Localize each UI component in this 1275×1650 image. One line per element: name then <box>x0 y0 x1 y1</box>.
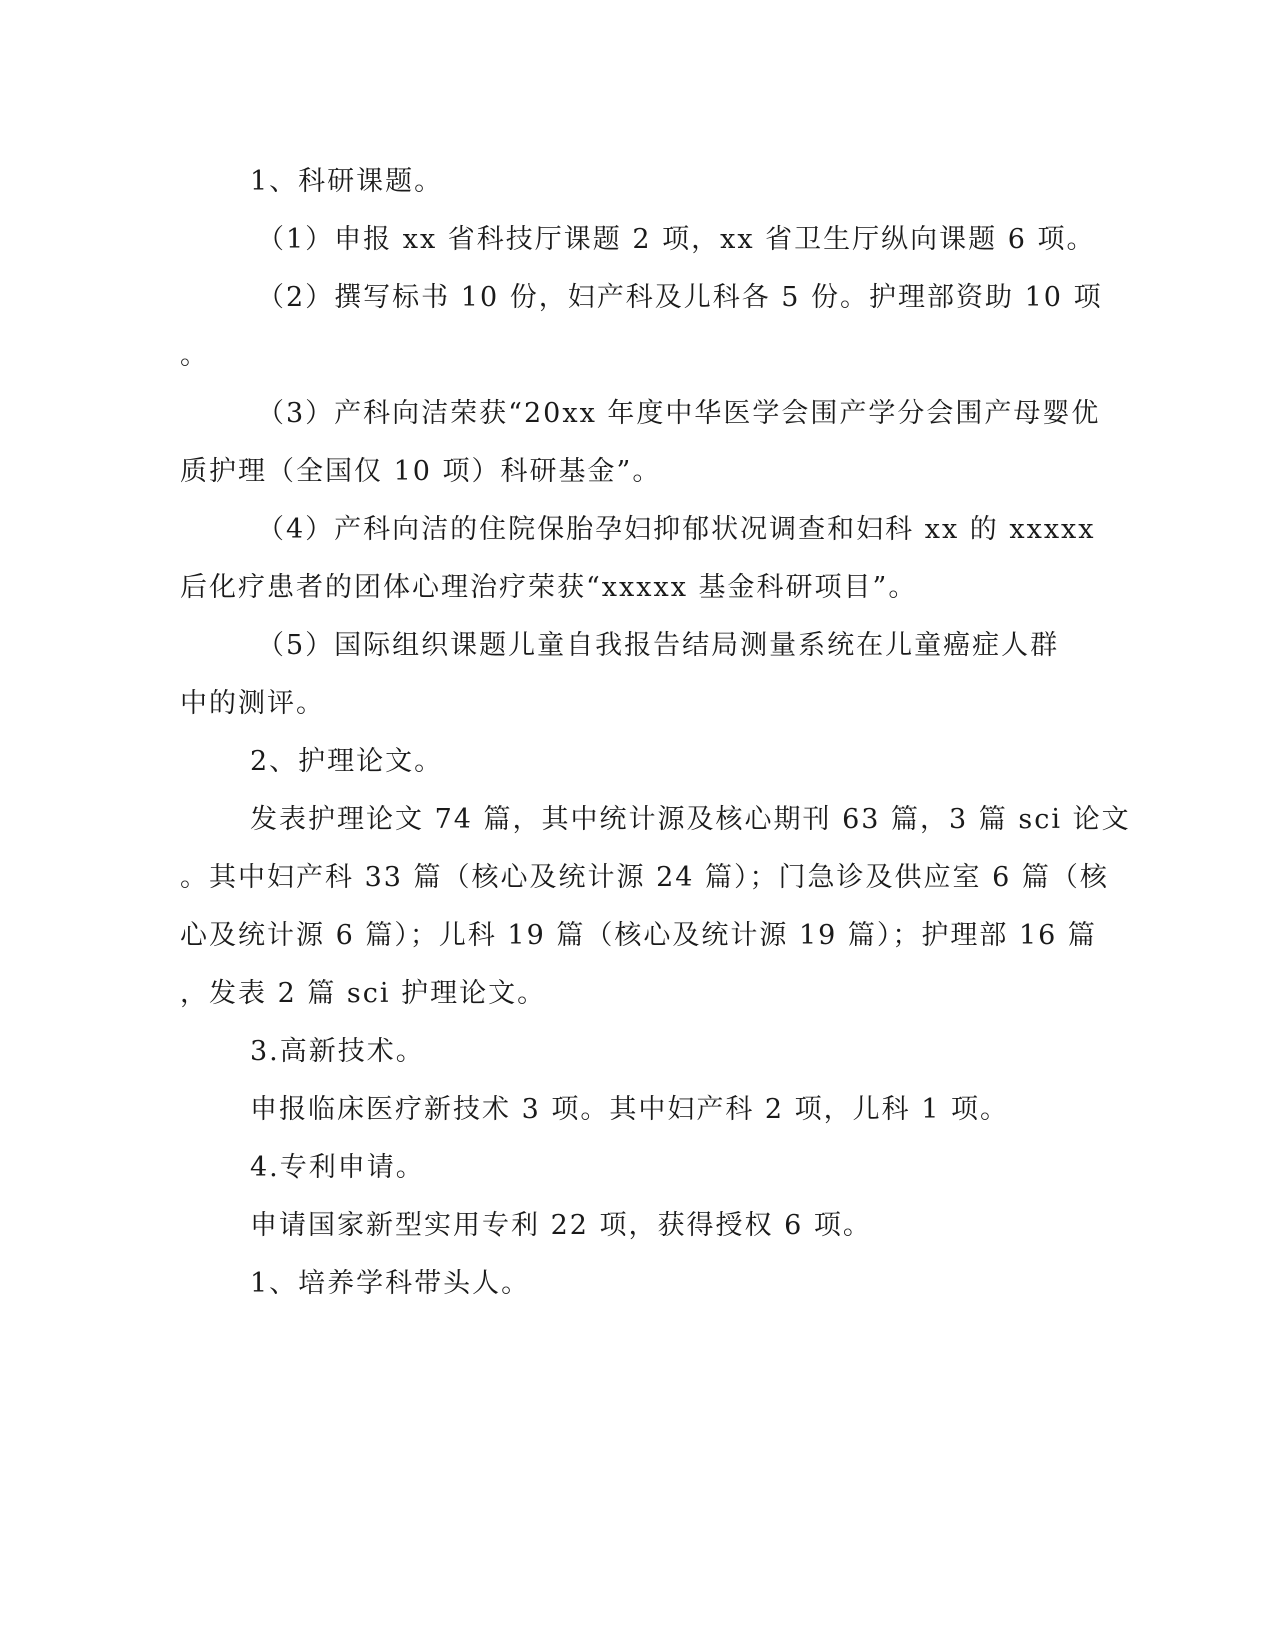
paragraph-line: 后化疗患者的团体心理治疗荣获“xxxxx 基金科研项目”。 <box>180 572 918 603</box>
heading-nursing-papers: 2、护理论文。 <box>250 746 444 777</box>
paragraph-line: （5）国际组织课题儿童自我报告结局测量系统在儿童癌症人群 <box>257 630 1060 661</box>
paragraph-line: （1）申报 xx 省科技厅课题 2 项，xx 省卫生厅纵向课题 6 项。 <box>257 224 1096 255</box>
heading-high-tech: 3.高新技术。 <box>250 1036 425 1067</box>
paragraph-line: 申请国家新型实用专利 22 项，获得授权 6 项。 <box>250 1210 872 1241</box>
paragraph-line: ，发表 2 篇 sci 护理论文。 <box>180 978 547 1009</box>
paragraph-line: 。 <box>180 340 209 371</box>
paragraph-line: 中的测评。 <box>180 688 325 719</box>
heading-research-topics: 1、科研课题。 <box>250 166 444 197</box>
paragraph-line: （3）产科向洁荣获“20xx 年度中华医学会围产学分会围产母婴优 <box>257 398 1101 429</box>
paragraph-line: （2）撰写标书 10 份，妇产科及儿科各 5 份。护理部资助 10 项 <box>257 282 1103 313</box>
paragraph-line: 心及统计源 6 篇）；儿科 19 篇（核心及统计源 19 篇）；护理部 16 篇 <box>180 920 1097 951</box>
paragraph-line: 。其中妇产科 33 篇（核心及统计源 24 篇）；门急诊及供应室 6 篇（核 <box>180 862 1109 893</box>
paragraph-line: 发表护理论文 74 篇，其中统计源及核心期刊 63 篇，3 篇 sci 论文 <box>250 804 1131 835</box>
paragraph-line: （4）产科向洁的住院保胎孕妇抑郁状况调查和妇科 xx 的 xxxxx <box>257 514 1096 545</box>
heading-patent-application: 4.专利申请。 <box>250 1152 425 1183</box>
paragraph-line: 申报临床医疗新技术 3 项。其中妇产科 2 项，儿科 1 项。 <box>250 1094 1010 1125</box>
heading-discipline-leaders: 1、培养学科带头人。 <box>250 1268 531 1299</box>
paragraph-line: 质护理（全国仅 10 项）科研基金”。 <box>180 456 662 487</box>
